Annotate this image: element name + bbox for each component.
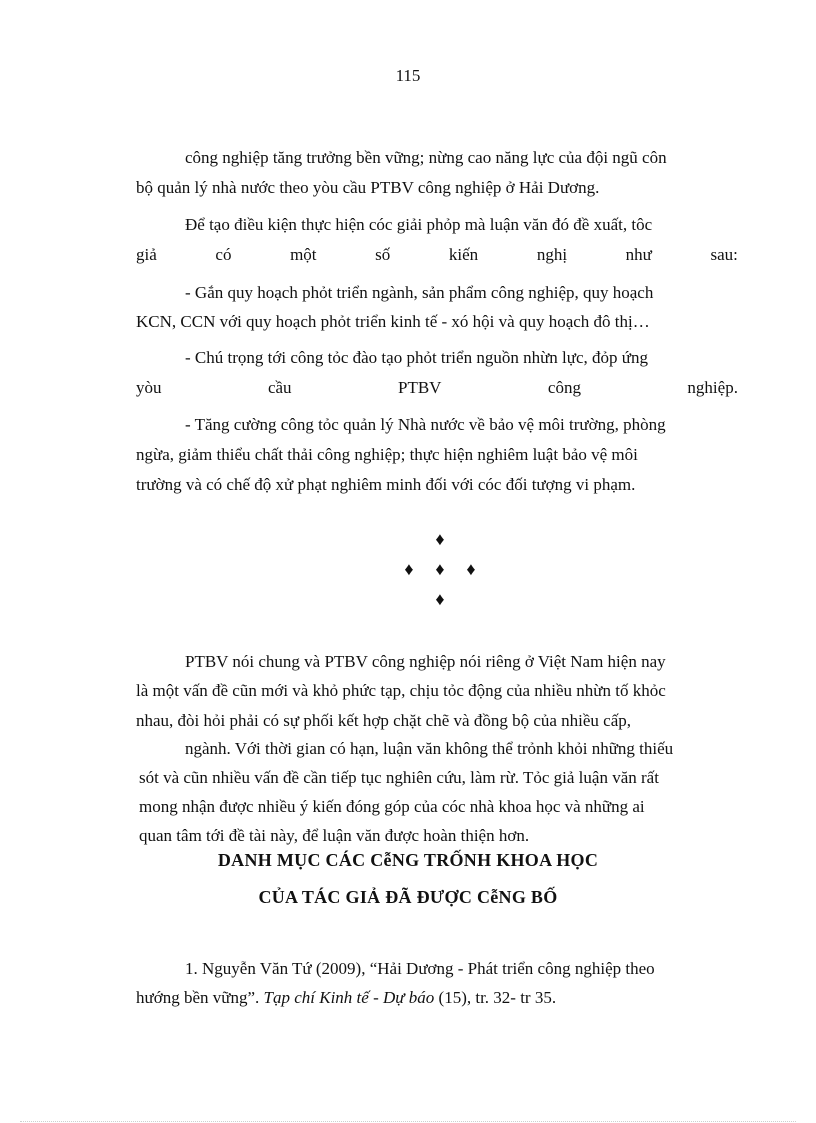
word: PTBV [398,378,442,397]
word: công [547,378,581,397]
bullet-2-line-1: - Chú trọng tới công tỏc đào tạo phỏt triển nguồn nhừn lực, đỏp ứng [185,348,648,367]
word: số [375,245,391,264]
diamond-icon: ♦ [435,559,445,579]
word: nghiệp. [687,378,738,397]
bullet-3-line-1: - Tăng cường công tỏc quản lý Nhà nước về bảo vệ môi trường, phòng [185,415,666,434]
bullet-3-line-3: trường và có chế độ xử phạt nghiêm minh đối với cóc đối tượng vi phạm. [136,475,636,494]
word: sau: [710,245,738,264]
diamond-icon: ♦ [435,589,445,609]
paragraph-2-line-1: Để tạo điều kiện thực hiện cóc giải phỏp mà luận văn đó đề xuất, tôc [185,215,653,234]
conclusion-line-2: là một vấn đề cũn mới và khỏ phức tạp, chịu tỏc động của nhiều nhừn tố khỏc [136,681,666,700]
diamond-icon: ♦ [404,559,414,579]
bullet-3-line-2: ngừa, giảm thiểu chất thải công nghiệp; thực hiện nghiêm luật bảo vệ môi [136,445,638,464]
conclusion-line-7: quan tâm tới đề tài này, để luận văn được hoàn thiện hơn. [139,826,530,845]
word: như [625,245,652,264]
bullet-1-line-2: KCN, CCN với quy hoạch phỏt triển kinh tế - xó hội và quy hoạch đô thị… [136,312,650,331]
word: kiến [448,245,479,264]
page-number: 115 [395,66,421,85]
bullet-2-line-2 [136,377,738,399]
conclusion-line-4: ngành. Với thời gian có hạn, luận văn không thể trỏnh khỏi những thiếu [185,739,674,758]
paragraph-2-line-2 [136,244,738,266]
reference-line-1: 1. Nguyễn Văn Tứ (2009), “Hải Dương - Phát triển công nghiệp theo [185,959,655,978]
journal-title: Tạp chí Kinh tế - Dự báo [263,988,435,1007]
paragraph-1-line-1: công nghiệp tăng trưởng bền vững; nừng cao năng lực của đội ngũ côn [185,148,667,167]
bullet-1-line-1: - Gắn quy hoạch phỏt triển ngành, sản phẩm công nghiệp, quy hoạch [185,283,654,302]
diamond-icon: ♦ [435,529,445,549]
reference-prefix: hướng bền vững”. [136,988,264,1007]
reference-suffix: (15), tr. 32- tr 35. [434,988,557,1007]
diamond-icon: ♦ [466,559,476,579]
reference-line-2 [136,987,738,1009]
word: có [215,245,232,264]
word: một [290,245,317,264]
word: cầu [267,378,292,397]
section-heading-line-1: DANH MỤC CÁC CễNG TRỐNH KHOA HỌC [217,850,599,870]
page-bottom-rule [20,1121,796,1122]
conclusion-line-6: mong nhận được nhiều ý kiến đóng góp của cóc nhà khoa học và những ai [139,797,645,816]
conclusion-line-3: nhau, đòi hỏi phải có sự phối kết hợp chặt chẽ và đồng bộ của nhiều cấp, [136,711,632,730]
section-heading-line-2: CỦA TÁC GIẢ ĐÃ ĐƯỢC CễNG BỐ [258,887,558,907]
conclusion-line-1: PTBV nói chung và PTBV công nghiệp nói riêng ở Việt Nam hiện nay [185,652,666,671]
word: giả [136,245,157,264]
word: yòu [136,378,162,397]
word: nghị [536,245,568,264]
paragraph-1-line-2: bộ quản lý nhà nước theo yòu cầu PTBV công nghiệp ở Hải Dương. [136,178,600,197]
conclusion-line-5: sót và cũn nhiều vấn đề cần tiếp tục nghiên cứu, làm rừ. Tỏc giả luận văn rất [139,768,659,787]
